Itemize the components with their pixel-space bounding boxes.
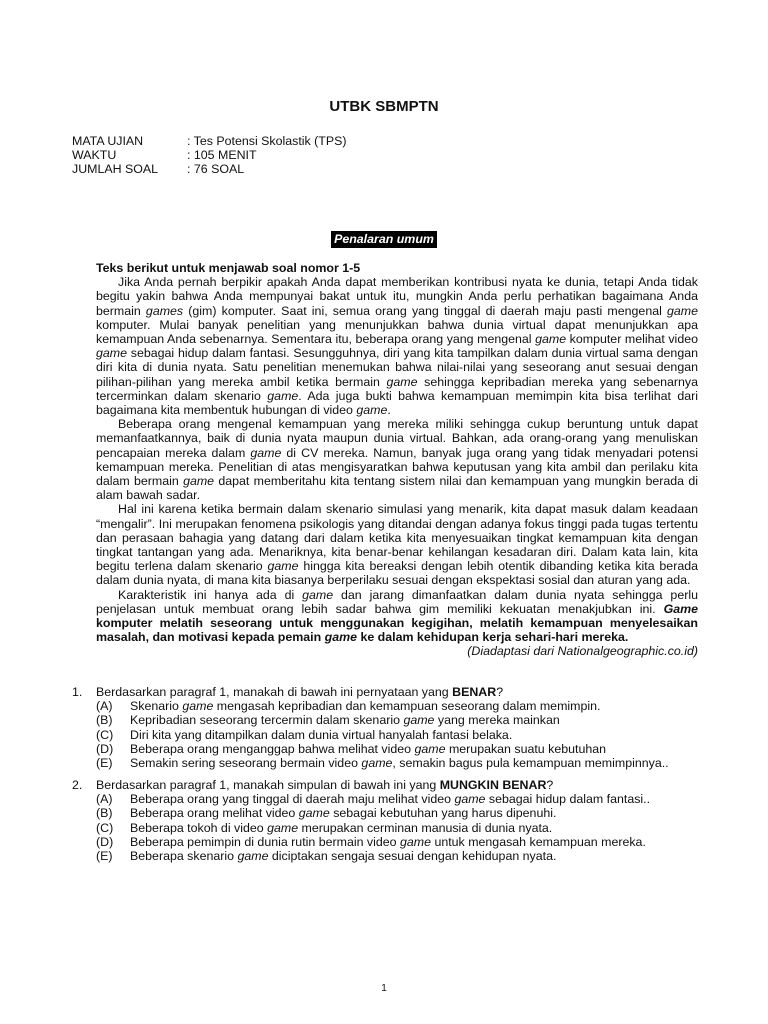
option-letter: (B) <box>96 713 113 728</box>
section-heading <box>0 232 768 246</box>
meta-label-count: JUMLAH SOAL <box>72 162 159 176</box>
option-letter: (C) <box>96 820 114 835</box>
option-text: Beberapa orang yang tinggal di daerah maju melihat video game sebagai hidup dalam fantasi.. <box>130 792 651 807</box>
option-text: Beberapa skenario game diciptakan sengaja sesuai dengan kehidupan nyata. <box>130 849 557 864</box>
document-title: UTBK SBMPTN <box>329 98 439 115</box>
option-text: Semakin sering seseorang bermain video game, semakin bagus pula kemampuan memimpinnya.. <box>130 756 669 771</box>
reading-passage <box>96 261 698 659</box>
answer-option <box>72 806 712 820</box>
question-number: 2. <box>72 778 83 792</box>
option-letter: (A) <box>96 792 113 807</box>
passage-paragraph: Jika Anda pernah berpikir apakah Anda dapat memberikan kontribusi nyata ke dunia, tetapi Anda tidak begitu yakin bahwa Anda mempunyai bakat untuk itu, mungkin Anda perlu perhatikan bagaimana Anda bermain games (gim) komputer. Saat ini, semua orang yang tinggal di daerah maju pasti mengenal game komputer. Mulai banyak penelitian yang menunjukkan bahwa dunia virtual dapat menunjukkan apa kemampuan Anda sebenarnya. Sementara itu, beberapa orang yang mengenal game komputer melihat video game sebagai hidup dalam fantasi. Sesungguhnya, diri yang kita tampilkan dalam dunia virtual sama dengan diri kita di dunia nyata. Satu penelitian menemukan bahwa nilai-nilai yang seseorang anut sesuai dengan pilihan-pilihan yang mereka ambil ketika bermain game sehingga kepribadian mereka yang sebenarnya tercerminkan dalam skenario game. Ada juga bukti bahwa kemampuan memimpin kita bisa terlihat dari bagaimana kita membentuk hubungan di video game. <box>96 275 698 418</box>
meta-label-subject: MATA UJIAN <box>72 134 144 148</box>
option-text: Skenario game mengasah kepribadian dan kemampuan seseorang dalam memimpin. <box>130 699 601 714</box>
question-2 <box>72 778 712 863</box>
answer-option <box>72 792 712 806</box>
option-text: Beberapa pemimpin di dunia rutin bermain video game untuk mengasah kemampuan mereka. <box>130 834 646 849</box>
question-stem <box>72 685 712 699</box>
option-letter: (B) <box>96 806 113 821</box>
question-text: Berdasarkan paragraf 1, manakah di bawah ini pernyataan yang BENAR? <box>96 685 504 699</box>
passage-source: (Diadaptasi dari Nationalgeographic.co.id) <box>467 644 698 659</box>
answer-option <box>72 835 712 849</box>
answer-option <box>72 713 712 727</box>
option-letter: (E) <box>96 849 113 864</box>
meta-label-time: WAKTU <box>72 148 117 162</box>
passage-heading: Teks berikut untuk menjawab soal nomor 1-5 <box>96 261 361 275</box>
option-text: Beberapa orang melihat video game sebagai kebutuhan yang harus dipenuhi. <box>130 806 557 821</box>
option-letter: (C) <box>96 727 114 742</box>
option-text: Diri kita yang ditampilkan dalam dunia virtual hanyalah fantasi belaka. <box>130 727 513 742</box>
option-letter: (E) <box>96 756 113 771</box>
option-letter: (D) <box>96 741 114 756</box>
page-number: 1 <box>381 983 387 994</box>
question-text: Berdasarkan paragraf 1, manakah simpulan di bawah ini yang MUNGKIN BENAR? <box>96 778 554 792</box>
meta-value-count: : 76 SOAL <box>187 162 245 176</box>
meta-value-subject: : Tes Potensi Skolastik (TPS) <box>187 134 347 148</box>
meta-value-time: : 105 MENIT <box>187 148 257 162</box>
question-number: 1. <box>72 685 83 699</box>
option-letter: (D) <box>96 834 114 849</box>
answer-option <box>72 821 712 835</box>
option-text: Beberapa tokoh di video game merupakan cerminan manusia di dunia nyata. <box>130 820 553 835</box>
option-letter: (A) <box>96 699 113 714</box>
passage-paragraph: Beberapa orang mengenal kemampuan yang mereka miliki sehingga cukup beruntung untuk dapat memanfaatkannya, baik di dunia nyata maupun dunia virtual. Bahkan, ada orang-orang yang menuliskan pencapaian mereka dalam game di CV mereka. Namun, banyak juga orang yang tidak menyadari potensi kemampuan mereka. Penelitian di atas mengisyaratkan bahwa keputusan yang kita ambil dan perilaku kita dalam bermain game dapat memberitahu kita tentang sistem nilai dan kemampuan yang mungkin berada di alam bawah sadar. <box>96 417 698 503</box>
answer-option <box>72 742 712 756</box>
question-stem <box>72 778 712 792</box>
answer-option <box>72 699 712 713</box>
answer-option <box>72 756 712 770</box>
section-title: Penalaran umum <box>331 231 437 248</box>
answer-option <box>72 728 712 742</box>
passage-paragraph: Karakteristik ini hanya ada di game dan jarang dimanfaatkan dalam dunia nyata sehingga perlu penjelasan untuk membuat orang lebih sadar bahwa gim memiliki kekuatan menakjubkan ini. Game komputer melatih seseorang untuk menggunakan kegigihan, melatih kemampuan menyelesaikan masalah, dan motivasi kepada pemain game ke dalam kehidupan kerja sehari-hari mereka. <box>96 587 698 645</box>
option-text: Beberapa orang menganggap bahwa melihat video game merupakan suatu kebutuhan <box>130 741 607 756</box>
option-text: Kepribadian seseorang tercermin dalam skenario game yang mereka mainkan <box>130 713 560 728</box>
passage-paragraph: Hal ini karena ketika bermain dalam skenario simulasi yang menarik, kita dapat masuk dalam keadaan “mengalir”. Ini merupakan fenomena psikologis yang ditandai dengan adanya fokus tinggi pada tugas tertentu dan perasaan bahagia yang datang dari dalam ketika kita menyesuaikan tingkat kemampuan kita dengan tingkat tantangan yang ada. Menariknya, kita benar-benar kehilangan kesadaran diri. Dalam kata lain, kita begitu terlena dalam skenario game hingga kita bereaksi dengan lebih otentik dibanding ketika kita berada dalam dunia nyata, di mana kita biasanya berperilaku sesuai dengan ekspektasi sosial dan aturan yang ada. <box>96 502 698 588</box>
question-1 <box>72 685 712 770</box>
answer-option <box>72 849 712 863</box>
